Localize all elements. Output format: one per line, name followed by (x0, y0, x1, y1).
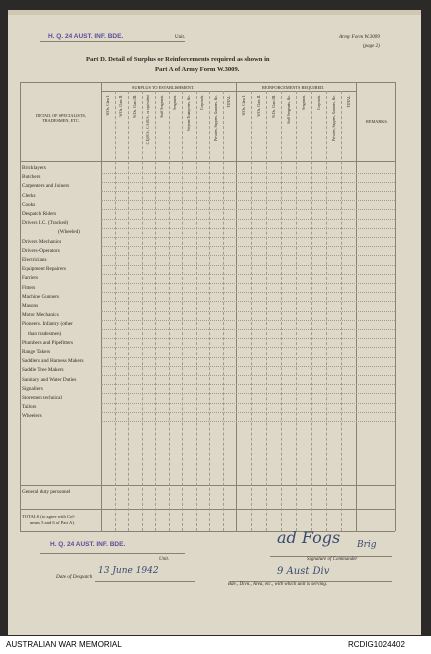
date-of-despatch-label: Date of Despatch (56, 574, 93, 580)
table-row-rule (101, 200, 395, 201)
table-row-rule (101, 274, 395, 275)
column-header: Sergeants. (301, 95, 306, 110)
table-remarks-divider (356, 82, 357, 531)
table-row-label: Range Takers (22, 349, 51, 355)
footer-unit-label: Unit. (159, 557, 170, 562)
footer-unit-underline (40, 553, 185, 554)
table-row-rule (101, 412, 395, 413)
page-reference: (page 2) (363, 44, 380, 49)
table-row-rule (101, 173, 395, 174)
table-row-rule (101, 338, 395, 339)
column-header: W.Os. Class III. (271, 95, 276, 118)
table-row-rule (101, 255, 395, 256)
table-row-rule (101, 246, 395, 247)
table-row-rule (101, 403, 395, 404)
table-row-rule (101, 347, 395, 348)
division-label: Bde., Divn., Area, etc., with which unit is serving. (228, 582, 328, 587)
table-row-rule (101, 219, 395, 220)
table-row-rule (101, 320, 395, 321)
table-row-label: than tradesmen) (28, 330, 62, 337)
table-row-rule (101, 209, 395, 210)
column-header: Privates, Sappers, Gunners, &c. (331, 95, 336, 141)
table-totals-rule (20, 509, 395, 510)
unit-label-header: Unit. (175, 35, 186, 40)
table-row-label: Drivers I.C. (Tracked) (22, 220, 69, 227)
surplus-header: SURPLUS TO ESTABLISHMENT. (132, 85, 195, 90)
column-header: W.Os. Class II. (256, 95, 261, 117)
column-header: Serjeant Trumpeters, &c. (186, 95, 191, 132)
table-row-label: Butchers (22, 174, 41, 181)
table-row-label: Storemen technical (22, 395, 62, 401)
table-right-rule (395, 82, 396, 531)
table-row-label: Wheelers (22, 413, 42, 420)
table-row-label: Tailors (22, 404, 37, 411)
table-row-label: Motor Mechanics (22, 312, 59, 319)
table-row-label: Pioneers. Infantry (other (22, 321, 73, 328)
table-row-label: Farriers (22, 275, 39, 282)
table-row-rule (101, 329, 395, 330)
table-row-label: Despatch Riders (22, 211, 57, 217)
table-row-rule (101, 311, 395, 312)
table-row-label: Fitters (22, 284, 36, 291)
table-row-label: Saddle Tree Makers (22, 367, 64, 374)
archive-name: AUSTRALIAN WAR MEMORIAL (6, 640, 122, 649)
table-row-label: Machine Gunners (22, 293, 60, 300)
table-row-rule (101, 393, 395, 394)
table-top-rule (20, 82, 395, 83)
column-header: Privates, Sappers, Gunners, &c. (213, 95, 218, 141)
table-header-rule (20, 161, 395, 162)
table-row-label: Signallers (22, 385, 43, 392)
table-row-label: (Wheeled) (58, 229, 80, 236)
table-row-rule (101, 421, 395, 422)
form-reference: Army Form W.3009 (339, 34, 380, 40)
table-row-rule (101, 301, 395, 302)
table-row-label: Masons (22, 303, 39, 309)
surplus-subheader-rule (101, 91, 356, 92)
table-row-label: Equipment Repairers (22, 266, 66, 273)
totals-label-line2: umns 5 and 6 of Part A). (30, 520, 76, 525)
table-row-rule (101, 191, 395, 192)
column-header: C.Q.M.S., C.S.M.S., or equivalent (146, 95, 151, 145)
unit-stamp-header: H. Q. 24 AUST. INF. BDE. (48, 33, 124, 40)
table-row-rule (101, 237, 395, 238)
remarks-header: REMARKS. (366, 119, 388, 124)
column-header: W.Os. Class III. (132, 95, 137, 118)
table-row-label: Electricians (22, 257, 47, 263)
column-header: Staff Sergeants, &c. (286, 95, 291, 124)
table-row-label: Saddlers and Harness Makers (22, 358, 84, 365)
table-row-label: Clerks (22, 192, 36, 199)
table-row-rule (101, 384, 395, 385)
column-header: Sergeants. (173, 95, 178, 110)
part-d-title-line2: Part A of Army Form W.3009. (155, 66, 240, 73)
table-row-label: Plumbers and Pipefitters (22, 339, 74, 346)
column-header: Corporals. (200, 95, 205, 111)
unit-stamp-footer: H. Q. 24 AUST. INF. BDE. (50, 541, 126, 548)
column-header: Corporals. (316, 95, 321, 111)
table-row-rule (101, 375, 395, 376)
archive-footer (0, 636, 431, 654)
table-row-rule (101, 357, 395, 358)
totals-label-line1: TOTALS (to agree with Col- (22, 514, 76, 519)
table-row-rule (101, 366, 395, 367)
table-row-label: Carpenters and Joiners (22, 183, 70, 190)
commander-signature: ad Fogs (277, 528, 341, 547)
table-row-label: Bricklayers (22, 165, 46, 171)
table-row-rule (101, 283, 395, 284)
signature-label: Signature of Commander (307, 557, 358, 562)
table-row-label: Cooks (22, 201, 36, 208)
table-row-label: Drivers-Operators (22, 247, 60, 254)
table-row-rule (101, 292, 395, 293)
part-d-title-line1: Part D. Detail of Surplus or Reinforcements required as shown in (86, 56, 270, 63)
table-general-duty-rule (20, 485, 395, 486)
general-duty-label: General duty personnel (22, 489, 71, 495)
page-top-edge (8, 10, 421, 15)
detail-header: DETAIL OF SPECIALISTS, TRADESMEN, ETC. (36, 113, 86, 123)
column-header: TOTAL. (346, 95, 351, 108)
table-row-label: Drivers Mechanics (22, 238, 62, 245)
table-detail-divider (101, 82, 102, 531)
date-underline (95, 581, 195, 582)
date-of-despatch-value: 13 June 1942 (98, 566, 159, 576)
column-header: W.Os. Class II. (119, 95, 124, 117)
table-row-rule (101, 265, 395, 266)
table-left-rule (20, 82, 21, 531)
commander-rank: Brig (357, 540, 377, 550)
table-row-label: Sanitary and Water Duties (22, 376, 77, 383)
column-header: Staff Sergeants. (159, 95, 164, 118)
column-header: W.Os. Class I. (241, 95, 246, 116)
table-row-rule (101, 182, 395, 183)
table-surplus-divider (236, 82, 237, 531)
archive-record-id: RCDIG1024402 (348, 640, 405, 649)
division-value: 9 Aust Div (277, 566, 330, 577)
column-header: W.Os. Class I. (105, 95, 110, 116)
unit-underline (40, 41, 185, 42)
column-header: TOTAL. (227, 95, 232, 108)
table-row-rule (101, 228, 395, 229)
reinforcements-header: REINFORCEMENTS REQUIRED. (262, 85, 325, 90)
